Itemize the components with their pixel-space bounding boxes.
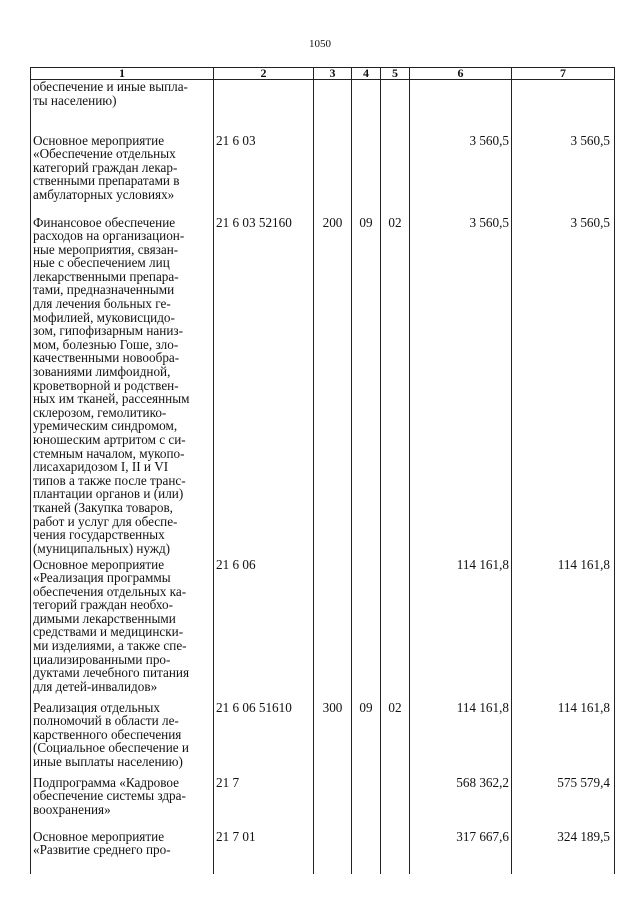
row-col-3 [314, 134, 352, 216]
row-col-3 [314, 558, 352, 701]
row-col-7 [512, 80, 615, 134]
row-col-5: 02 [381, 701, 410, 776]
header-col-6: 6 [410, 68, 512, 80]
row-col-6: 114 161,8 [410, 701, 512, 776]
row-col-5: 02 [381, 216, 410, 558]
row-col-7: 575 579,4 [512, 776, 615, 830]
header-col-7: 7 [512, 68, 615, 80]
table-body [31, 80, 615, 874]
row-name: обеспечение и иные выпла- ты населению) [31, 80, 214, 134]
row-name: Подпрограмма «Кадровое обеспечение системы здра- воохранения» [31, 776, 214, 830]
header-col-3: 3 [314, 68, 352, 80]
row-name: Финансовое обеспечение расходов на организацион- ные мероприятия, связан- ные с обеспечением лиц лекарственными препара- тами, предназначенными для лечения больных ге- мофилией, муковисцидо- зом, гипофизарным наниз- мом, болезнью Гоше, зло- качественными новообра- зованиями лимфоидной, кроветворной и родствен- ных им тканей, рассеянным склерозом, гемолитико- уремическим синдромом, юношеским артритом с си- стемным началом, мукопо- лисахаридозом I, II и VI типов а также после транс- плантации органов и (или) тканей (Закупка товаров, работ и услуг для обеспе- чения государственных (муниципальных) нужд) [31, 216, 214, 558]
row-name: Основное мероприятие «Развитие среднего про- [31, 830, 214, 874]
table-row [31, 134, 615, 216]
header-col-5: 5 [381, 68, 410, 80]
row-col-4 [352, 830, 381, 874]
row-col-6: 568 362,2 [410, 776, 512, 830]
page-number: 1050 [309, 38, 331, 50]
row-col-7: 3 560,5 [512, 134, 615, 216]
row-col-3 [314, 830, 352, 874]
table-row [31, 701, 615, 776]
header-col-4: 4 [352, 68, 381, 80]
row-col-7: 324 189,5 [512, 830, 615, 874]
row-code: 21 7 [214, 776, 314, 830]
table-row [31, 558, 615, 701]
row-col-4 [352, 134, 381, 216]
row-name: Основное мероприятие «Реализация программы обеспечения отдельных ка- тегорий граждан необхо- димыми лекарственными средствами и медицински- ми изделиями, а также спе- циализированными про- дуктами лечебного питания для детей-инвалидов» [31, 558, 214, 701]
table-header [31, 68, 615, 80]
row-col-4: 09 [352, 701, 381, 776]
row-code: 21 6 06 51610 [214, 701, 314, 776]
row-name: Основное мероприятие «Обеспечение отдельных категорий граждан лекар- ственными препаратами в амбулаторных условиях» [31, 134, 214, 216]
row-name: Реализация отдельных полномочий в области ле- карственного обеспечения (Социальное обеспечение и иные выплаты населению) [31, 701, 214, 776]
row-col-4: 09 [352, 216, 381, 558]
row-col-5 [381, 80, 410, 134]
table-row [31, 80, 615, 134]
row-code: 21 6 03 52160 [214, 216, 314, 558]
row-col-5 [381, 558, 410, 701]
row-col-4 [352, 776, 381, 830]
table-row [31, 830, 615, 874]
row-col-3 [314, 776, 352, 830]
header-row [31, 68, 615, 80]
row-col-4 [352, 558, 381, 701]
row-col-6: 317 667,6 [410, 830, 512, 874]
row-col-6: 114 161,8 [410, 558, 512, 701]
row-col-7: 3 560,5 [512, 216, 615, 558]
row-col-7: 114 161,8 [512, 558, 615, 701]
row-col-5 [381, 134, 410, 216]
row-code: 21 6 03 [214, 134, 314, 216]
row-col-6: 3 560,5 [410, 134, 512, 216]
table-row [31, 776, 615, 830]
row-col-6 [410, 80, 512, 134]
row-col-7: 114 161,8 [512, 701, 615, 776]
row-col-3: 200 [314, 216, 352, 558]
header-col-1: 1 [31, 68, 214, 80]
header-col-2: 2 [214, 68, 314, 80]
row-col-3: 300 [314, 701, 352, 776]
budget-table [30, 67, 615, 874]
row-col-6: 3 560,5 [410, 216, 512, 558]
row-col-5 [381, 830, 410, 874]
row-col-4 [352, 80, 381, 134]
row-code [214, 80, 314, 134]
row-code: 21 6 06 [214, 558, 314, 701]
row-col-3 [314, 80, 352, 134]
table-row [31, 216, 615, 558]
row-code: 21 7 01 [214, 830, 314, 874]
row-col-5 [381, 776, 410, 830]
